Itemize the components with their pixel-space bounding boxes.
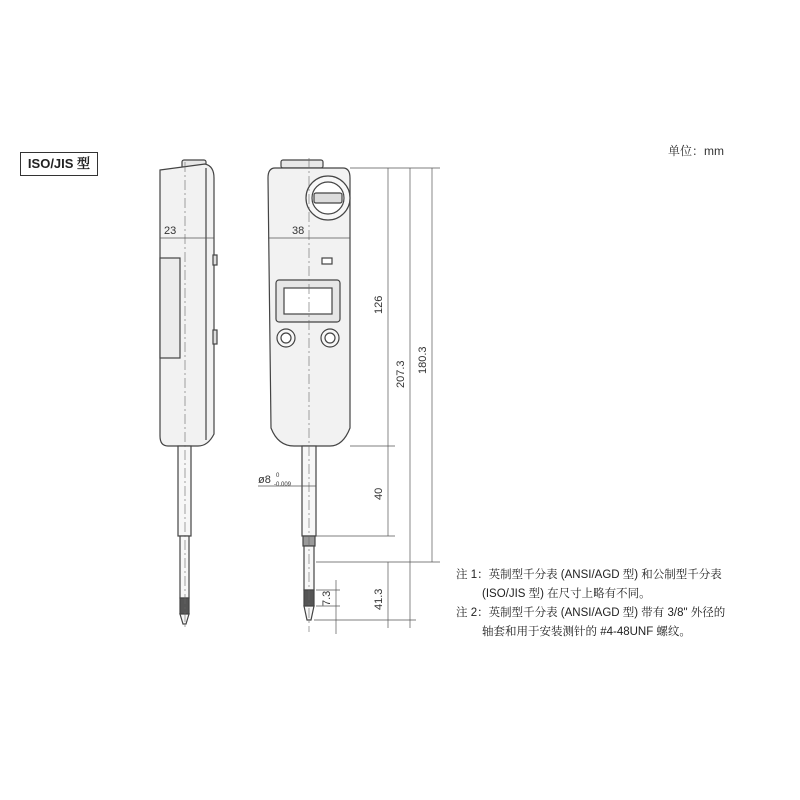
stem-diameter-dim: ø8 [258, 474, 271, 486]
note-line: 注 2：英制型千分表 (ANSI/AGD 型) 带有 3/8" 外径的 [456, 607, 726, 619]
note-line: (ISO/JIS 型) 在尺寸上略有不同。 [482, 588, 651, 600]
standard-badge: ISO/JIS 型 [20, 152, 98, 176]
unit-label: 单位：mm [668, 144, 724, 158]
dim-41-3: 41.3 [373, 588, 385, 610]
dim-126: 126 [373, 295, 385, 314]
side-width-dim: 23 [164, 225, 177, 237]
stem-tolerance-lower: -0.009 [274, 482, 292, 488]
notes-block [456, 566, 786, 642]
note-line: 注 1：英制型千分表 (ANSI/AGD 型) 和公制型千分表 [456, 569, 722, 581]
dim-180-3: 180.3 [417, 346, 429, 374]
dim-207-3: 207.3 [395, 360, 407, 388]
front-width-dim: 38 [292, 225, 305, 237]
stem-tolerance-upper: 0 [276, 473, 280, 479]
dim-40: 40 [373, 487, 385, 500]
note-line: 轴套和用于安装测针的 #4-48UNF 螺纹。 [482, 626, 691, 638]
dim-7-3: 7.3 [321, 590, 333, 606]
